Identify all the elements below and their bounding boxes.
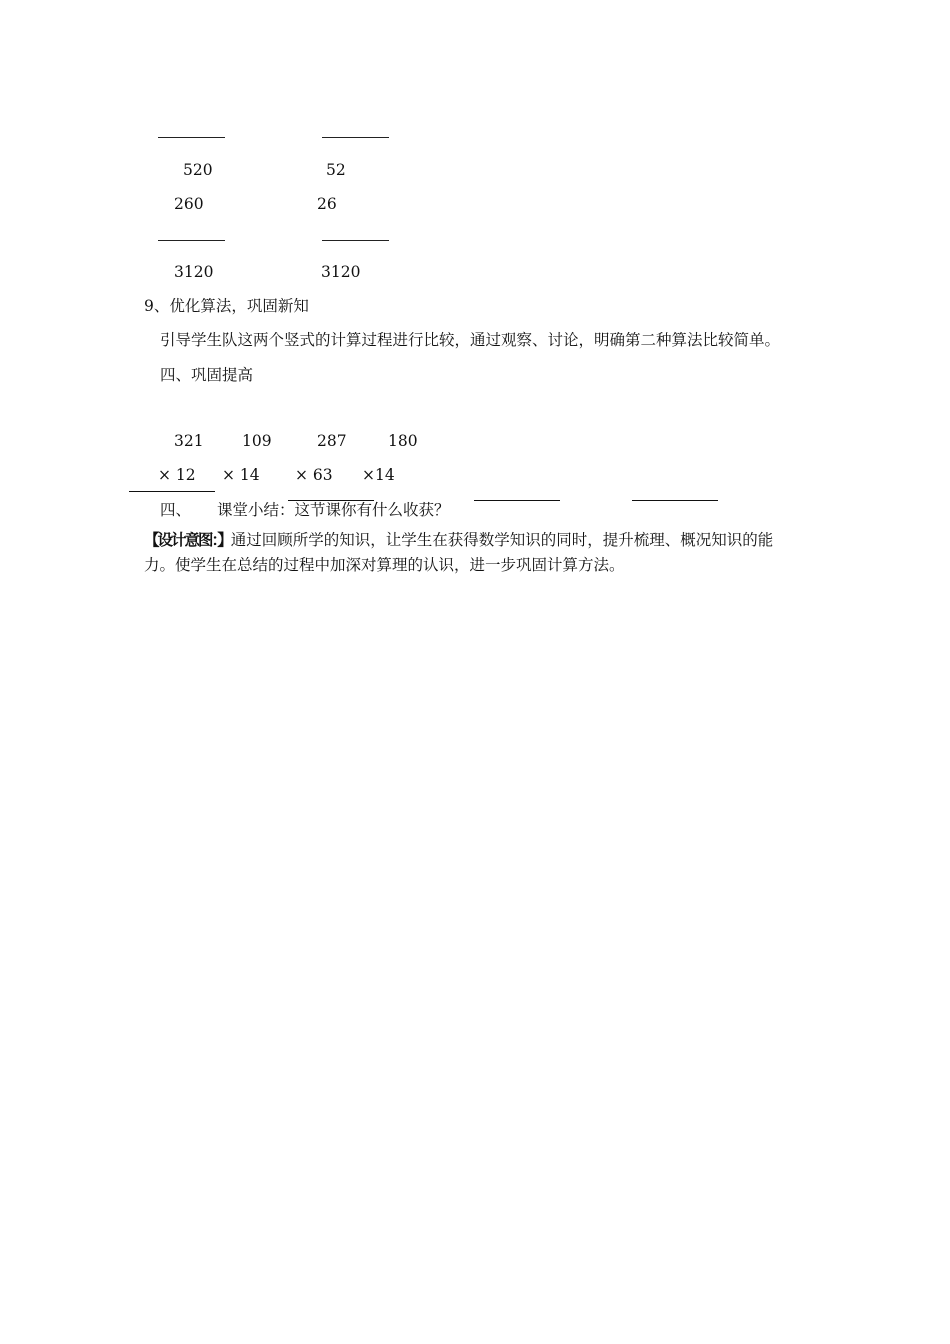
exercise-1-answer-rule (129, 491, 215, 492)
section9-heading: 9、优化算法，巩固新知 (144, 297, 309, 315)
summary-text: 课堂小结：这节课你有什么收获？ (217, 501, 450, 519)
section4-heading: 四、巩固提高 (160, 366, 254, 384)
calc-a-top-rule (158, 137, 225, 138)
exercise-4-multiplicand: 180 (388, 432, 418, 450)
calc-b-partial1: 52 (326, 161, 346, 179)
summary-number: 四、 (160, 501, 192, 519)
calc-a-partial1: 520 (183, 161, 213, 179)
exercise-1-multiplicand: 321 (174, 432, 204, 450)
calc-a-partial2: 260 (174, 195, 204, 213)
calc-b-partial2: 26 (317, 195, 337, 213)
exercise-3-answer-rule (474, 500, 560, 501)
section9-body: 引导学生队这两个竖式的计算过程进行比较，通过观察、讨论，明确第二种算法比较简单。 (160, 331, 781, 349)
exercise-4-multiplier: ×14 (362, 466, 395, 484)
design-intent-line1 (144, 532, 773, 549)
exercise-4-answer-rule (632, 500, 718, 501)
exercise-3-multiplier: × 63 (295, 466, 333, 484)
calc-a-result: 3120 (174, 263, 214, 281)
exercise-1-multiplier: × 12 (158, 466, 196, 484)
design-intent-label: 【设计意图：】 (144, 530, 231, 549)
design-intent-text-1: 通过回顾所学的知识，让学生在获得数学知识的同时，提升梳理、概况知识的能 (230, 531, 774, 549)
calc-b-bottom-rule (322, 240, 389, 241)
calc-a-bottom-rule (158, 240, 225, 241)
design-intent-line2: 力。使学生在总结的过程中加深对算理的认识，进一步巩固计算方法。 (144, 556, 625, 574)
exercise-3-multiplicand: 287 (317, 432, 347, 450)
calc-b-top-rule (322, 137, 389, 138)
calc-b-result: 3120 (321, 263, 361, 281)
exercise-2-multiplicand: 109 (242, 432, 272, 450)
exercise-2-multiplier: × 14 (222, 466, 260, 484)
